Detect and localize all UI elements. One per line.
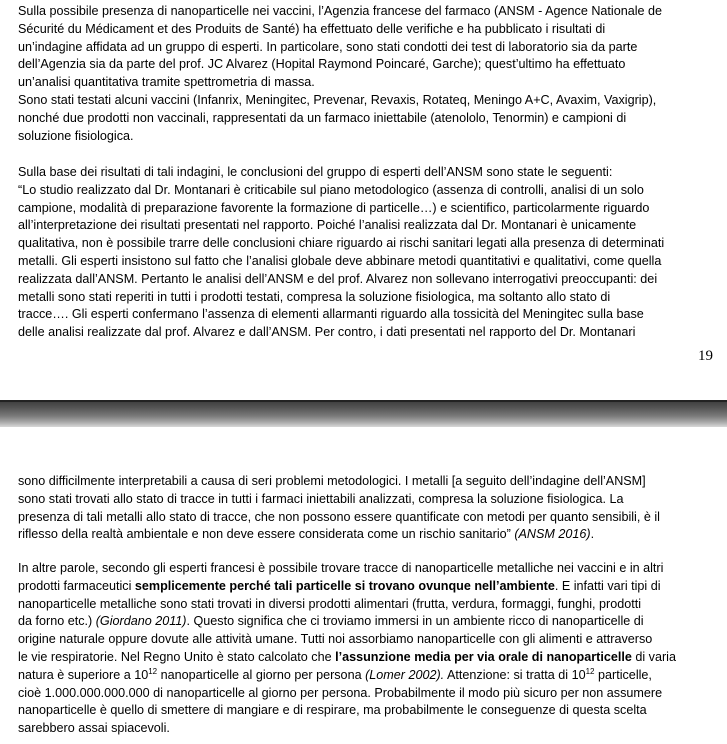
text-line: campione, modalità di preparazione favorente la formazione di particelle…) e scientifico, particolarmente riguardo bbox=[18, 200, 650, 215]
superscript: 12 bbox=[585, 666, 595, 676]
text-line bbox=[18, 578, 718, 596]
bold-emphasis: l’assunzione media per via orale di nanoparticelle bbox=[335, 649, 632, 664]
citation: (Lomer 2002). bbox=[365, 667, 445, 682]
text-run: prodotti farmaceutici bbox=[18, 578, 135, 593]
text-run: natura è superiore a 10 bbox=[18, 667, 149, 682]
text-line: “Lo studio realizzato dal Dr. Montanari è criticabile sul piano metodologico (assenza di controlli, analisi di un solo bbox=[18, 182, 644, 197]
text-line: sono stati trovati allo stato di tracce in tutti i farmaci iniettabili analizzati, compresa la soluzione fisiologica. La bbox=[18, 491, 624, 506]
paragraph-ansm-conclusions bbox=[18, 164, 718, 342]
text-run: Attenzione: si tratta di 10 bbox=[444, 667, 586, 682]
text-run: riflesso della realtà ambientale e non deve essere considerata come un rischio sanitario” bbox=[18, 527, 511, 542]
text-line: nanoparticelle è quello di smettere di mangiare e di respirare, ma probabilmente le conseguenze di questa scelta bbox=[18, 703, 647, 718]
page-separator bbox=[0, 400, 727, 427]
paragraph-ansm-quote-end bbox=[18, 473, 718, 544]
text-line: delle analisi realizzate dal prof. Alvarez e dall’ANSM. Per contro, i dati presentati nel rapporto del Dr. Montanari bbox=[18, 325, 636, 340]
bold-emphasis: semplicemente perché tali particelle si trovano ovunque nell’ambiente bbox=[134, 578, 555, 593]
text-line: Sono stati testati alcuni vaccini (Infanrix, Meningitec, Prevenar, Revaxis, Rotateq, Meningo A+C, Avaxim, Vaxigrip), bbox=[18, 92, 657, 107]
text-line: dell’Agenzia sia da parte del prof. JC Alvarez (Hopital Raymond Poincaré, Garche); quest’ultimo ha effettuato bbox=[18, 57, 626, 72]
text-line: sarebbero assai spiacevoli. bbox=[18, 721, 170, 736]
text-line: Sulla base dei risultati di tali indagini, le conclusioni del gruppo di esperti dell’ANSM sono state le seguenti: bbox=[18, 165, 613, 179]
text-line: un’analisi quantitativa tramite spettrometria di massa. bbox=[18, 75, 315, 90]
text-line bbox=[18, 667, 718, 685]
document-page-20 bbox=[0, 427, 727, 744]
text-run: . bbox=[590, 527, 595, 542]
text-line: nanoparticelle metalliche sono stati trovati in diversi prodotti alimentari (frutta, verdura, formaggi, funghi, prodotti bbox=[18, 596, 641, 611]
citation: (Giordano 2011) bbox=[95, 614, 187, 629]
text-line: tracce…. Gli esperti confermano l’assenza di elementi allarmanti riguardo alla tossicità del Meningitec sulla base bbox=[18, 307, 644, 322]
superscript: 12 bbox=[148, 666, 158, 676]
page-number: 19 bbox=[698, 348, 713, 364]
citation: (ANSM 2016) bbox=[514, 527, 591, 542]
text-run: particelle, bbox=[594, 667, 652, 682]
text-line: un’indagine affidata ad un gruppo di esperti. In particolare, sono stati condotti dei test di laboratorio sia da parte bbox=[18, 39, 638, 54]
text-line: In altre parole, secondo gli esperti francesi è possibile trovare tracce di nanoparticelle metalliche nei vaccini e in altri bbox=[18, 561, 664, 575]
text-run: di varia bbox=[631, 649, 676, 664]
text-line: all’interpretazione dei risultati presentati nel rapporto. Poiché l’analisi realizzata dal Dr. Montanari è unicamente bbox=[18, 218, 637, 233]
text-line bbox=[18, 613, 718, 631]
text-line: Sécurité du Médicament et des Produits de Santé) ha effettuato delle verifiche e ha pubblicato i risultati di bbox=[18, 21, 606, 36]
text-run: da forno etc.) bbox=[18, 614, 96, 629]
text-line: sono difficilmente interpretabili a causa di seri problemi metodologici. I metalli [a seguito dell’indagine dell’ANSM] bbox=[18, 474, 646, 488]
text-line: cioè 1.000.000.000.000 di nanoparticelle al giorno per persona. Probabilmente il modo più sicuro per non assumere bbox=[18, 685, 663, 700]
text-line: soluzione fisiologica. bbox=[18, 128, 134, 143]
text-line: metalli sono stati reperiti in tutti i prodotti testati, compresa la soluzione fisiologica, ma soltanto allo stato di bbox=[18, 289, 611, 304]
paragraph-ansm-intro bbox=[18, 3, 718, 145]
text-line: origine naturale oppure dovute alle attività umane. Tutti noi assorbiamo nanoparticelle con gli alimenti e attraverso bbox=[18, 632, 653, 647]
text-run: nanoparticelle al giorno per persona bbox=[157, 667, 366, 682]
text-line: Sulla possibile presenza di nanoparticelle nei vaccini, l’Agenzia francese del farmaco (ANSM - Agence Nationale de bbox=[18, 4, 663, 18]
text-run: . E infatti vari tipi di bbox=[554, 578, 661, 593]
text-line: metalli. Gli esperti insistono sul fatto che l’analisi globale deve abbinare metodi quantitativi e qualitativi, come quella bbox=[18, 253, 662, 268]
text-line bbox=[18, 526, 718, 544]
text-run: . Questo significa che ci troviamo immersi in un ambiente ricco di nanoparticelle di bbox=[186, 614, 644, 629]
text-line: presenza di tali metalli allo stato di tracce, che non possono essere quantificate con metodi per quanto sensibili, è il bbox=[18, 509, 660, 524]
text-line bbox=[18, 649, 718, 667]
text-run: le vie respiratorie. Nel Regno Unito è stato calcolato che bbox=[18, 649, 336, 664]
text-line: nonché due prodotti non vaccinali, rappresentati da un farmaco iniettabile (atenololo, Tenormin) e campioni di bbox=[18, 110, 627, 125]
paragraph-nanoparticles bbox=[18, 560, 718, 738]
text-line: realizzata dall’ANSM. Pertanto le analisi dell’ANSM e del prof. Alvarez non sollevano interrogativi preoccupanti: dei bbox=[18, 271, 658, 286]
text-line: qualitativa, non è possibile trarre delle conclusioni chiare riguardo ai rischi sanitari legati alla presenza di determinati bbox=[18, 236, 665, 251]
